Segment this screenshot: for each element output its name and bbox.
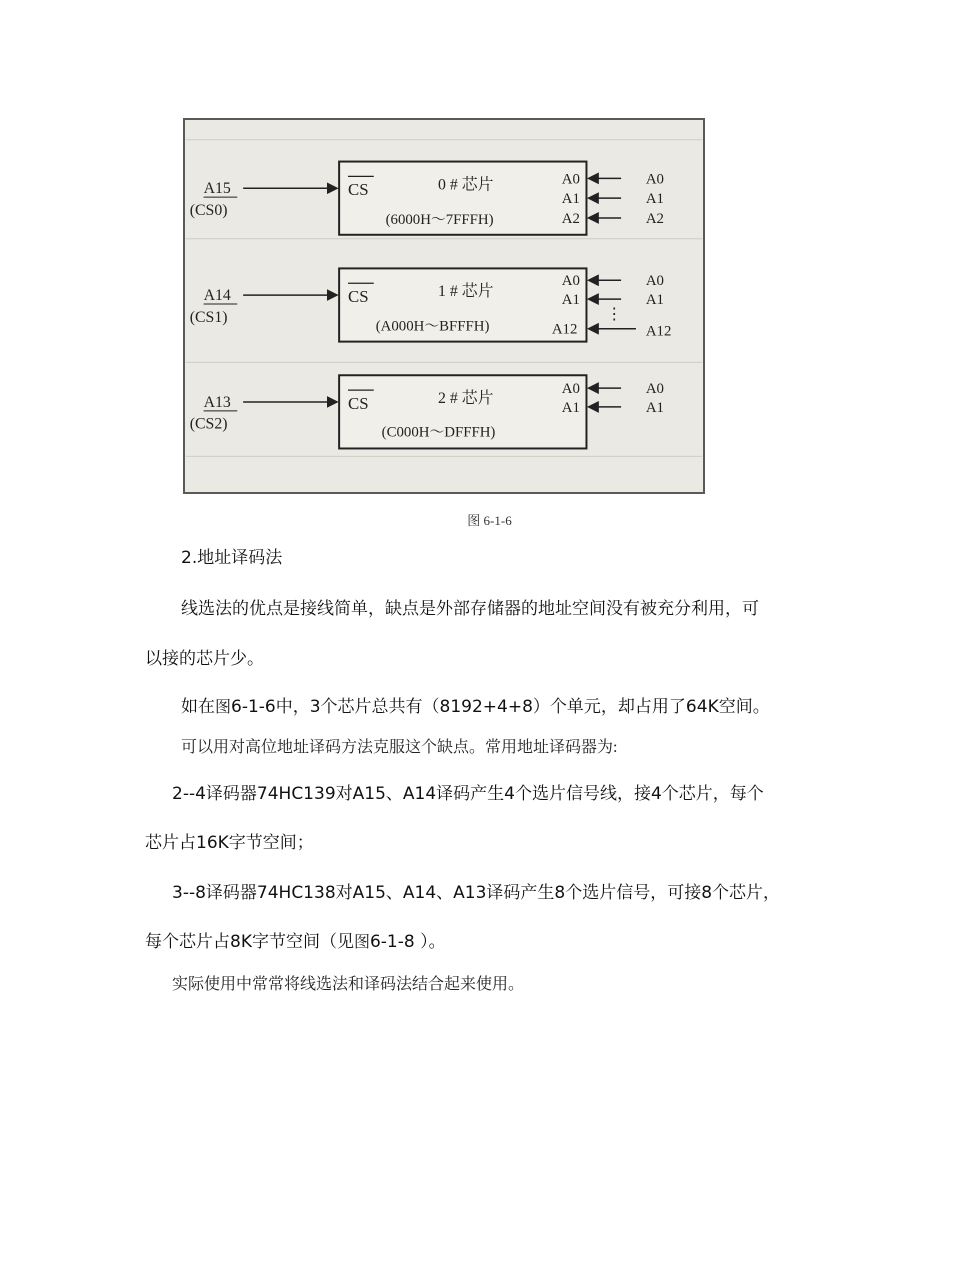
chip-0-select-alias: (CS0) (189, 201, 228, 219)
chip-1-select-alias: (CS1) (189, 308, 228, 326)
chip-1 (190, 268, 672, 341)
chip-1-range: (A000H～BFFFH) (375, 318, 490, 335)
chip-1-cs: CS (348, 287, 369, 307)
chip-2-cs: CS (348, 393, 369, 413)
svg-text:A1: A1 (645, 399, 664, 416)
svg-text:A1: A1 (561, 399, 580, 416)
svg-text:A0: A0 (561, 273, 580, 290)
ellipsis-vertical: ⋮ (606, 305, 623, 323)
chip-0 (190, 162, 664, 235)
svg-text:A1: A1 (645, 191, 664, 208)
paragraph-4-line-2: 芯片占16K字节空间； (145, 833, 314, 853)
chip-0-range: (6000H～7FFFH) (385, 211, 494, 228)
svg-text:A1: A1 (645, 292, 664, 309)
chip-1-title: 1 # 芯片 (438, 283, 494, 301)
paragraph-4-line-1: 2--4译码器74HC139对A15、A14译码产生4个选片信号线，接4个芯片，每个 (172, 784, 764, 804)
paragraph-6: 实际使用中常常将线选法和译码法结合起来使用。 (172, 976, 525, 993)
chip-2-select-alias: (CS2) (189, 415, 228, 433)
svg-text:A0: A0 (561, 171, 580, 188)
chip-2-select: A13 (203, 393, 231, 411)
svg-text:A0: A0 (645, 381, 664, 398)
chip-0-cs: CS (348, 180, 369, 200)
svg-text:A12: A12 (645, 323, 672, 340)
paragraph-1-line-1: 线选法的优点是接线简单，缺点是外部存储器的地址空间没有被充分利用，可 (181, 599, 759, 619)
section-title: 2.地址译码法 (181, 548, 283, 568)
svg-text:A0: A0 (645, 273, 664, 290)
chip-2-title: 2 # 芯片 (438, 389, 494, 407)
svg-text:A1: A1 (561, 191, 580, 208)
paragraph-2: 如在图6-1-6中，3个芯片总共有（8192+4+8）个单元，却占用了64K空间。 (181, 697, 770, 717)
svg-text:A2: A2 (645, 210, 664, 227)
paragraph-1-line-2: 以接的芯片少。 (145, 649, 264, 669)
chip-0-title: 0 # 芯片 (438, 176, 494, 194)
chip-2-range: (C000H～DFFFH) (381, 424, 496, 441)
paragraph-5-line-2: 每个芯片占8K字节空间（见图6-1-8 ）。 (145, 932, 446, 952)
figure-6-1-6 (183, 118, 705, 494)
figure-caption: 图 6-1-6 (467, 513, 512, 528)
chip-1-select: A14 (203, 287, 231, 305)
paragraph-3: 可以用对高位地址译码方法克服这个缺点。常用地址译码器为: (181, 739, 618, 756)
svg-text:A0: A0 (561, 381, 580, 398)
chip-0-select: A15 (203, 180, 231, 198)
chip-2 (190, 375, 664, 448)
chip-select-diagram (185, 120, 703, 492)
svg-text:A2: A2 (561, 210, 580, 227)
svg-text:A1: A1 (561, 292, 580, 309)
svg-text:A0: A0 (645, 171, 664, 188)
paragraph-5-line-1: 3--8译码器74HC138对A15、A14、A13译码产生8个选片信号，可接8个芯片， (172, 883, 781, 903)
svg-text:A12: A12 (551, 321, 578, 338)
